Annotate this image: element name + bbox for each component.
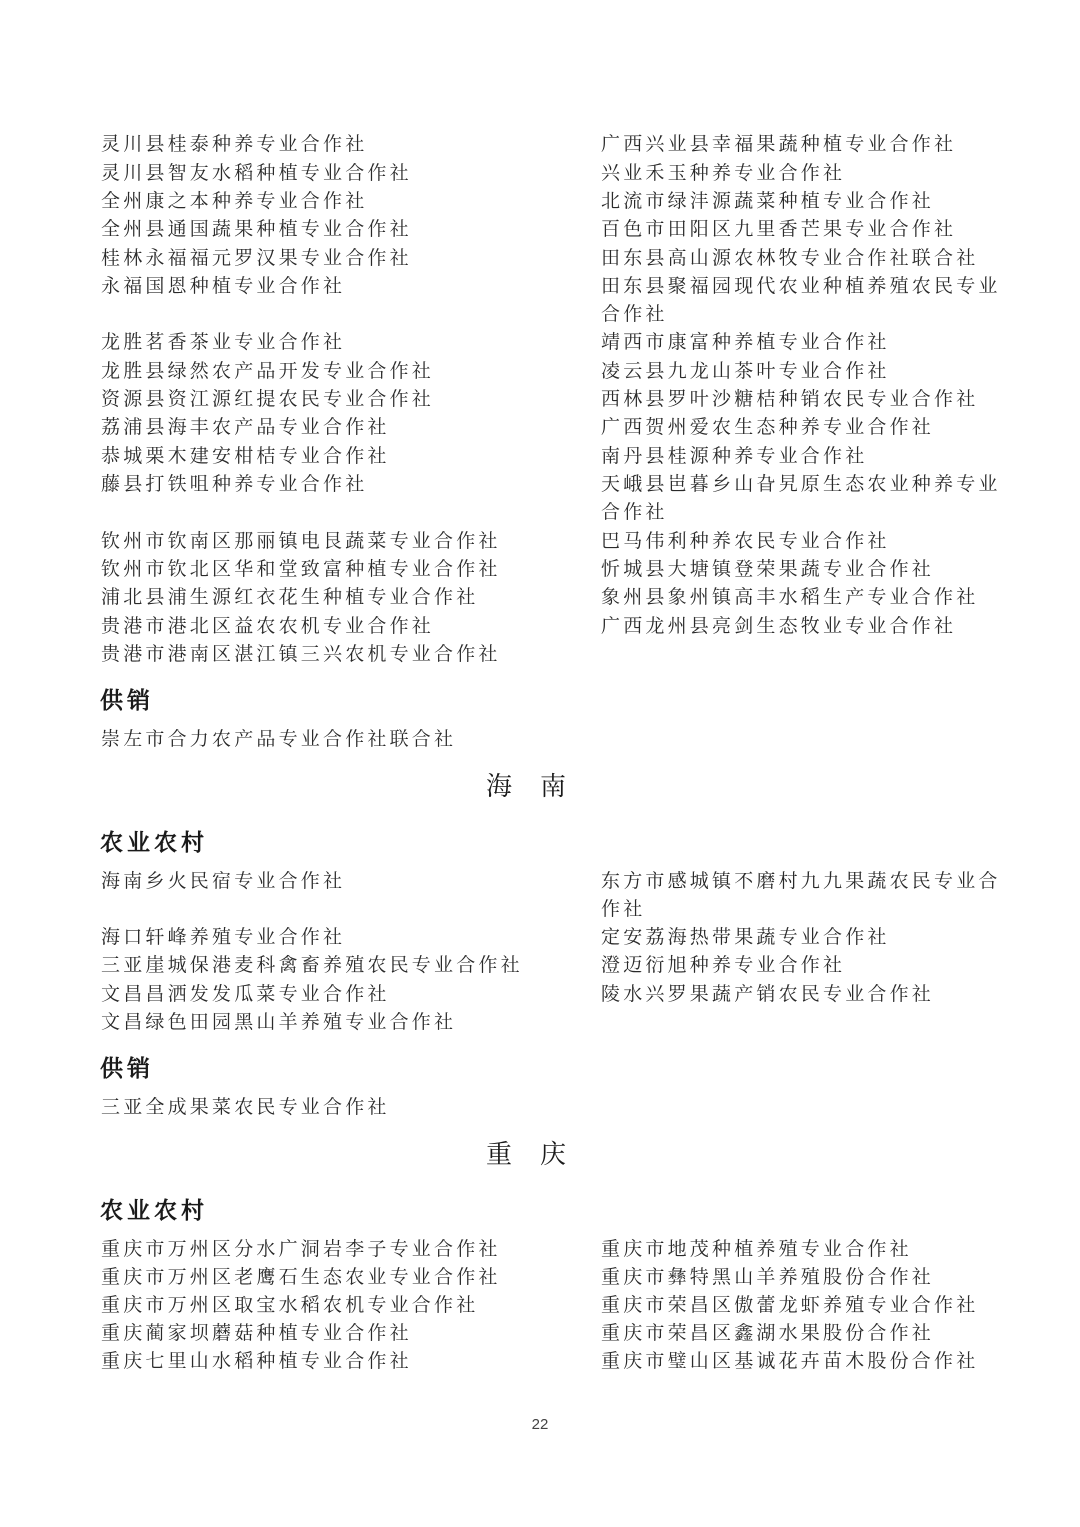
cooperative-name: 象州县象州镇高丰水稻生产专业合作社 <box>601 586 979 608</box>
cooperative-name: 海口轩峰养殖专业合作社 <box>101 926 346 948</box>
cooperative-name: 重庆市万州区分水广洞岩李子专业合作社 <box>101 1238 501 1260</box>
cooperative-name: 南丹县桂源种养专业合作社 <box>601 445 868 467</box>
cooperative-name: 海南乡火民宿专业合作社 <box>101 870 346 892</box>
cooperative-name: 藤县打铁咀种养专业合作社 <box>101 473 368 495</box>
cooperative-name: 百色市田阳区九里香芒果专业合作社 <box>601 218 957 240</box>
cooperative-name: 荔浦县海丰农产品专业合作社 <box>101 416 390 438</box>
cooperative-name: 凌云县九龙山茶叶专业合作社 <box>601 360 890 382</box>
cooperative-name: 巴马伟利种养农民专业合作社 <box>601 530 890 552</box>
cooperative-name: 全州县通国蔬果种植专业合作社 <box>101 218 412 240</box>
region-title-chongqing: 重庆 <box>485 1140 594 1170</box>
cooperative-name: 桂林永福福元罗汉果专业合作社 <box>101 247 412 269</box>
cooperative-name: 贵港市港北区益农农机专业合作社 <box>101 615 435 637</box>
cooperative-name: 重庆市万州区老鹰石生态农业专业合作社 <box>101 1266 501 1288</box>
cooperative-name: 天峨县岜暮乡山旮旯原生态农业种养专业 <box>601 473 1001 495</box>
cooperative-name-continued: 合作社 <box>601 303 668 325</box>
cooperative-name: 贵港市港南区湛江镇三兴农机专业合作社 <box>101 643 501 665</box>
cooperative-name: 重庆市彝特黑山羊养殖股份合作社 <box>601 1266 935 1288</box>
cooperative-name: 澄迈衍旭种养专业合作社 <box>601 954 846 976</box>
cooperative-name: 靖西市康富种养植专业合作社 <box>601 331 890 353</box>
cooperative-name: 重庆七里山水稻种植专业合作社 <box>101 1350 412 1372</box>
cooperative-name: 龙胜县绿然农产品开发专业合作社 <box>101 360 435 382</box>
cooperative-name: 钦州市钦南区那丽镇电艮蔬菜专业合作社 <box>101 530 501 552</box>
section-heading-agriculture: 农业农村 <box>100 1198 208 1224</box>
cooperative-name: 灵川县智友水稻种植专业合作社 <box>101 162 412 184</box>
cooperative-name: 全州康之本种养专业合作社 <box>101 190 368 212</box>
cooperative-name: 广西龙州县亮剑生态牧业专业合作社 <box>601 615 957 637</box>
cooperative-name: 广西兴业县幸福果蔬种植专业合作社 <box>601 133 957 155</box>
cooperative-name: 资源县资江源红提农民专业合作社 <box>101 388 435 410</box>
cooperative-name: 重庆市璧山区基诚花卉苗木股份合作社 <box>601 1350 979 1372</box>
cooperative-name: 三亚全成果菜农民专业合作社 <box>101 1096 390 1118</box>
cooperative-name: 兴业禾玉种养专业合作社 <box>601 162 846 184</box>
section-heading-agriculture: 农业农村 <box>100 830 208 856</box>
cooperative-name: 重庆市荣昌区傲蕾龙虾养殖专业合作社 <box>601 1294 979 1316</box>
cooperative-name: 龙胜茗香茶业专业合作社 <box>101 331 346 353</box>
section-heading-supply: 供销 <box>100 1056 154 1082</box>
cooperative-name: 重庆市万州区取宝水稻农机专业合作社 <box>101 1294 479 1316</box>
cooperative-name: 东方市感城镇不磨村九九果蔬农民专业合 <box>601 870 1001 892</box>
cooperative-name: 重庆蔺家坝蘑菇种植专业合作社 <box>101 1322 412 1344</box>
cooperative-name: 永福国恩种植专业合作社 <box>101 275 346 297</box>
cooperative-name: 钦州市钦北区华和堂致富种植专业合作社 <box>101 558 501 580</box>
cooperative-name: 浦北县浦生源红衣花生种植专业合作社 <box>101 586 479 608</box>
region-title-hainan: 海南 <box>485 772 594 802</box>
cooperative-name: 恭城栗木建安柑桔专业合作社 <box>101 445 390 467</box>
cooperative-name: 广西贺州爱农生态种养专业合作社 <box>601 416 935 438</box>
page-number: 22 <box>531 1416 549 1433</box>
cooperative-name: 三亚崖城保港麦科禽畜养殖农民专业合作社 <box>101 954 523 976</box>
cooperative-name: 陵水兴罗果蔬产销农民专业合作社 <box>601 983 935 1005</box>
cooperative-name: 田东县高山源农林牧专业合作社联合社 <box>601 247 979 269</box>
cooperative-name: 北流市绿沣源蔬菜种植专业合作社 <box>601 190 935 212</box>
cooperative-name: 重庆市地茂种植养殖专业合作社 <box>601 1238 912 1260</box>
cooperative-name-continued: 作社 <box>601 898 646 920</box>
cooperative-name: 田东县聚福园现代农业种植养殖农民专业 <box>601 275 1001 297</box>
cooperative-name: 文昌昌洒发发瓜菜专业合作社 <box>101 983 390 1005</box>
cooperative-name: 定安荔海热带果蔬专业合作社 <box>601 926 890 948</box>
cooperative-name: 忻城县大塘镇登荣果蔬专业合作社 <box>601 558 935 580</box>
cooperative-name: 重庆市荣昌区鑫湖水果股份合作社 <box>601 1322 935 1344</box>
cooperative-name: 文昌绿色田园黑山羊养殖专业合作社 <box>101 1011 457 1033</box>
cooperative-name: 灵川县桂泰种养专业合作社 <box>101 133 368 155</box>
section-heading-supply: 供销 <box>100 688 154 714</box>
cooperative-name: 西林县罗叶沙糖桔种销农民专业合作社 <box>601 388 979 410</box>
cooperative-name: 崇左市合力农产品专业合作社联合社 <box>101 728 457 750</box>
cooperative-name-continued: 合作社 <box>601 501 668 523</box>
